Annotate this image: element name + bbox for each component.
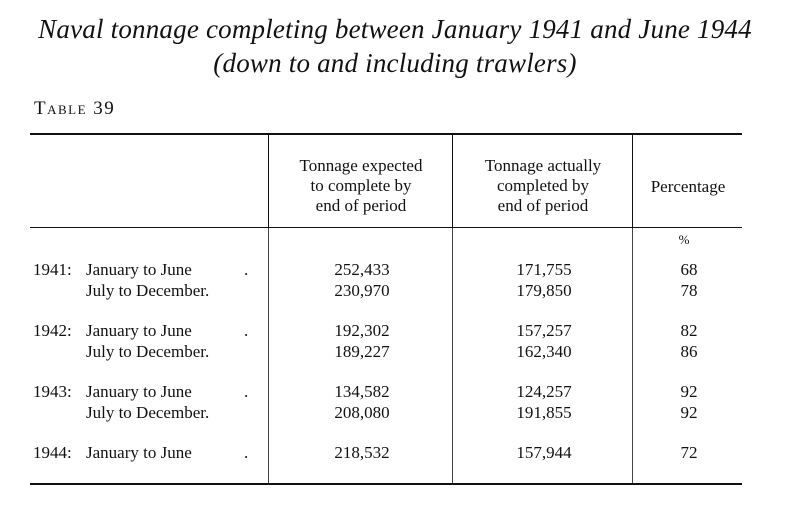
row-actual-tonnage: 191,855 bbox=[516, 403, 572, 422]
header-actual: Tonnage actually completed by end of period bbox=[484, 156, 602, 215]
row-actual-tonnage: 124,257 bbox=[516, 382, 572, 401]
row-percentage: 92 bbox=[680, 382, 698, 401]
percent-unit-label: % bbox=[678, 232, 690, 247]
row-leader-dot: . bbox=[244, 443, 249, 462]
row-year: 1944: bbox=[33, 443, 72, 462]
table-row bbox=[0, 320, 790, 341]
column-divider bbox=[452, 135, 453, 227]
row-actual-tonnage: 162,340 bbox=[516, 342, 572, 361]
header-percentage: Percentage bbox=[650, 177, 726, 196]
table-row bbox=[0, 442, 790, 463]
table-title bbox=[0, 12, 790, 80]
title-line-1: Naval tonnage completing between January 1941 and June 1944 bbox=[38, 14, 752, 44]
row-leader-dot: . bbox=[244, 321, 249, 340]
column-divider bbox=[268, 135, 269, 227]
row-expected-tonnage: 208,080 bbox=[334, 403, 390, 422]
row-actual-tonnage: 157,944 bbox=[516, 443, 572, 462]
row-expected-tonnage: 192,302 bbox=[334, 321, 390, 340]
row-leader-dot: . bbox=[244, 260, 249, 279]
row-percentage: 82 bbox=[680, 321, 698, 340]
row-percentage: 78 bbox=[680, 281, 698, 300]
row-actual-tonnage: 157,257 bbox=[516, 321, 572, 340]
header-expected: Tonnage expected to complete by end of period bbox=[299, 156, 423, 215]
row-period: January to June bbox=[86, 260, 192, 279]
row-period: July to December. bbox=[86, 281, 210, 300]
table-row bbox=[0, 341, 790, 362]
row-expected-tonnage: 252,433 bbox=[334, 260, 390, 279]
table-row bbox=[0, 259, 790, 280]
row-period: July to December. bbox=[86, 342, 210, 361]
row-percentage: 86 bbox=[680, 342, 698, 361]
row-percentage: 72 bbox=[680, 443, 698, 462]
row-actual-tonnage: 179,850 bbox=[516, 281, 572, 300]
row-percentage: 68 bbox=[680, 260, 698, 279]
row-year: 1942: bbox=[33, 321, 72, 340]
top-rule bbox=[30, 133, 742, 135]
row-period: January to June bbox=[86, 443, 192, 462]
row-period: January to June bbox=[86, 321, 192, 340]
row-period: July to December. bbox=[86, 403, 210, 422]
table-row bbox=[0, 280, 790, 301]
row-leader-dot: . bbox=[244, 382, 249, 401]
row-year: 1943: bbox=[33, 382, 72, 401]
row-expected-tonnage: 189,227 bbox=[334, 342, 390, 361]
header-rule bbox=[30, 227, 742, 228]
bottom-rule bbox=[30, 483, 742, 485]
row-actual-tonnage: 171,755 bbox=[516, 260, 572, 279]
row-percentage: 92 bbox=[680, 403, 698, 422]
table-row bbox=[0, 381, 790, 402]
title-line-2: (down to and including trawlers) bbox=[213, 48, 577, 78]
row-year: 1941: bbox=[33, 260, 72, 279]
table-row bbox=[0, 402, 790, 423]
row-expected-tonnage: 134,582 bbox=[334, 382, 390, 401]
row-expected-tonnage: 230,970 bbox=[334, 281, 390, 300]
column-divider bbox=[632, 135, 633, 227]
row-expected-tonnage: 218,532 bbox=[334, 443, 390, 462]
table-label: Table 39 bbox=[34, 98, 116, 119]
row-period: January to June bbox=[86, 382, 192, 401]
